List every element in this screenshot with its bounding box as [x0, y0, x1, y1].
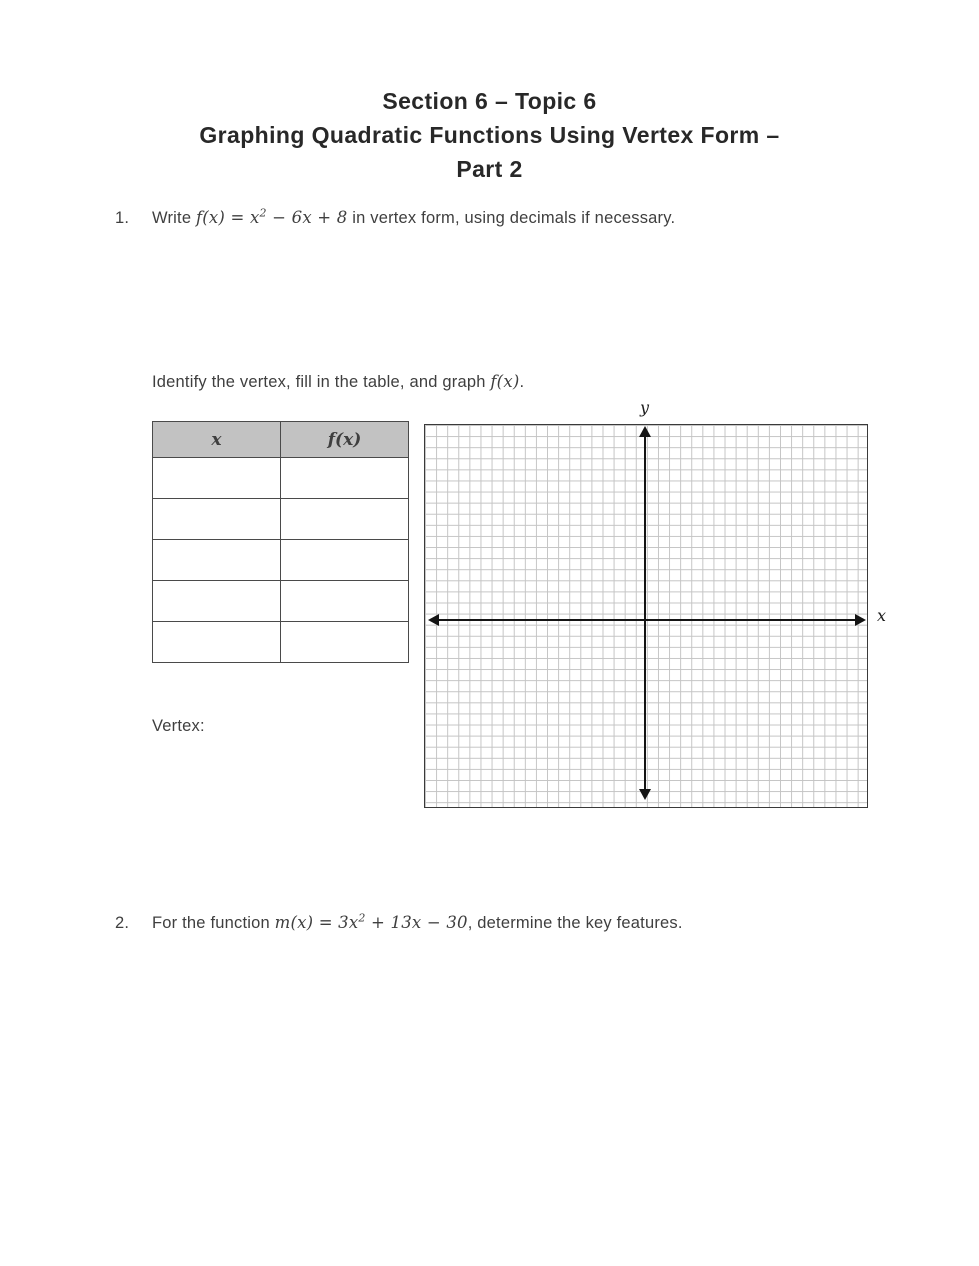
- instruction-formula: f(x): [490, 372, 520, 391]
- table-row: [153, 540, 409, 581]
- table-header-x: [153, 422, 281, 458]
- graph-area: [424, 424, 868, 808]
- table-cell-fx: [281, 499, 409, 540]
- vertex-label: Vertex:: [152, 717, 205, 735]
- arrow-down-icon: [639, 789, 651, 800]
- table-cell-x: [153, 540, 281, 581]
- question-1-instruction: [152, 372, 524, 392]
- table-header-fx: [281, 422, 409, 458]
- question-2-number: 2.: [115, 914, 130, 932]
- table-row: [153, 458, 409, 499]
- table-cell-fx: [281, 540, 409, 581]
- table-row: [153, 622, 409, 663]
- table-row: [153, 581, 409, 622]
- y-axis-label: y: [640, 398, 650, 417]
- question-1-formula: f(x) = x: [195, 208, 260, 227]
- table-row: [153, 499, 409, 540]
- page-title: [0, 84, 979, 186]
- y-axis: [644, 434, 646, 792]
- table-header-fx-label: f(x): [327, 429, 362, 450]
- question-1-text: [152, 206, 676, 227]
- question-2-prefix: For the function: [152, 914, 275, 932]
- question-1-number: 1.: [115, 209, 130, 227]
- table-cell-fx: [281, 622, 409, 663]
- question-2-suffix: , determine the key features.: [467, 914, 683, 932]
- question-1: [115, 206, 915, 230]
- instruction-period: .: [519, 373, 525, 391]
- table-cell-x: [153, 458, 281, 499]
- page-title-line1: Section 6 – Topic 6: [382, 88, 597, 114]
- question-2-formula-rest: + 13x − 30: [365, 913, 468, 932]
- table-cell-fx: [281, 458, 409, 499]
- table-header-x-label: x: [211, 429, 222, 450]
- page-title-line2: Graphing Quadratic Functions Using Vertex Form –: [199, 122, 780, 148]
- table-cell-x: [153, 622, 281, 663]
- arrow-left-icon: [428, 614, 439, 626]
- question-1-suffix: in vertex form, using decimals if necessary.: [347, 209, 676, 227]
- values-table: [152, 421, 409, 663]
- question-2: [115, 911, 915, 935]
- instruction-text: Identify the vertex, fill in the table, and graph: [152, 373, 491, 391]
- question-2-formula: m(x) = 3x: [274, 913, 359, 932]
- page-title-line3: Part 2: [456, 156, 523, 182]
- arrow-right-icon: [855, 614, 866, 626]
- x-axis-label: x: [877, 606, 887, 625]
- table-cell-x: [153, 499, 281, 540]
- question-1-formula-exponent: 2: [259, 206, 267, 220]
- x-axis: [435, 619, 859, 621]
- question-1-formula-rest: − 6x + 8: [266, 208, 348, 227]
- table-header-row: [153, 422, 409, 458]
- table-cell-x: [153, 581, 281, 622]
- table-cell-fx: [281, 581, 409, 622]
- question-2-formula-exponent: 2: [358, 911, 366, 925]
- question-2-text: [152, 911, 683, 932]
- arrow-up-icon: [639, 426, 651, 437]
- question-1-prefix: Write: [152, 209, 196, 227]
